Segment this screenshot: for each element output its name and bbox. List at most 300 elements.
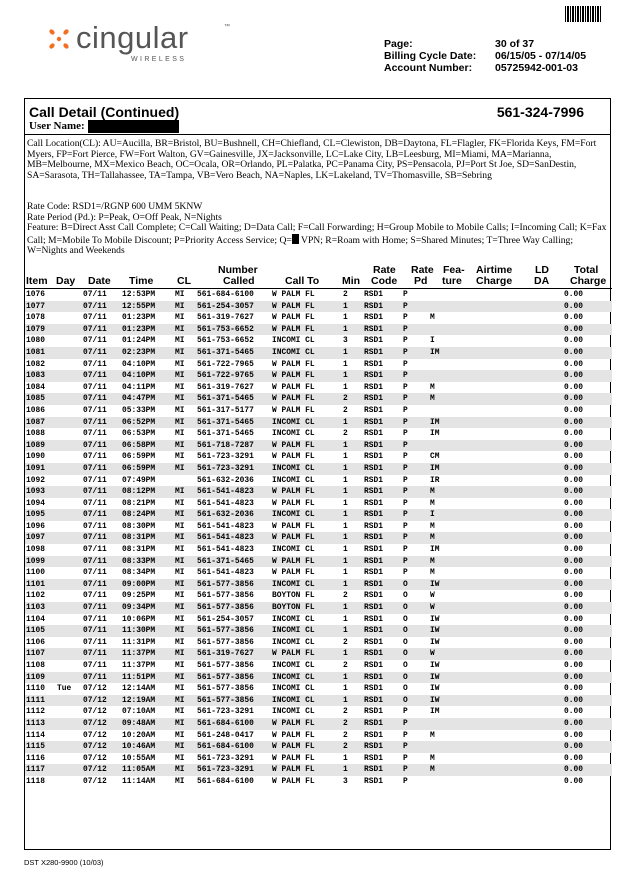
account-label: Account Number: — [384, 62, 473, 74]
cell-feature: IM — [430, 463, 440, 473]
cell-min: 1 — [343, 452, 348, 462]
cell-date: 07/12 — [83, 730, 107, 740]
cell-number: 561-541-4823 — [197, 533, 254, 543]
cell-min: 1 — [343, 371, 348, 381]
cell-item: 1087 — [26, 417, 45, 427]
cell-call-to: INCOMI CL — [272, 614, 315, 624]
table-row — [25, 579, 612, 591]
col-number-b: Called — [223, 275, 255, 287]
cell-time: 09:25PM — [122, 591, 156, 601]
cell-cl: MI — [175, 718, 185, 728]
cell-total: 0.00 — [564, 429, 583, 439]
cell-rate-pd: P — [403, 417, 408, 427]
cell-call-to: W PALM FL — [272, 533, 315, 543]
cell-number: 561-684-6100 — [197, 718, 254, 728]
cell-date: 07/12 — [83, 742, 107, 752]
cell-rate-code: RSD1 — [364, 603, 383, 613]
call-table-body — [25, 289, 612, 788]
table-row — [25, 614, 612, 626]
cell-time: 10:55AM — [122, 753, 156, 763]
cell-time: 11:14AM — [122, 776, 156, 786]
cell-min: 1 — [343, 579, 348, 589]
cell-rate-pd: P — [403, 463, 408, 473]
barcode — [565, 6, 601, 22]
cell-cl: MI — [175, 603, 185, 613]
cell-rate-code: RSD1 — [364, 533, 383, 543]
cell-min: 1 — [343, 301, 348, 311]
cell-total: 0.00 — [564, 359, 583, 369]
cell-rate-pd: O — [403, 603, 408, 613]
cell-time: 06:52PM — [122, 417, 156, 427]
cell-number: 561-371-5465 — [197, 347, 254, 357]
cell-rate-code: RSD1 — [364, 742, 383, 752]
table-row — [25, 521, 612, 533]
cell-number: 561-718-7287 — [197, 440, 254, 450]
cell-feature: IW — [430, 684, 440, 694]
cell-date: 07/11 — [83, 533, 107, 543]
cell-item: 1081 — [26, 347, 45, 357]
cell-number: 561-632-2036 — [197, 510, 254, 520]
cell-feature: IR — [430, 475, 440, 485]
cell-total: 0.00 — [564, 405, 583, 415]
cell-number: 561-577-3856 — [197, 661, 254, 670]
page-value: 30 of 37 — [495, 38, 535, 50]
cell-feature: W — [430, 649, 435, 659]
cell-time: 02:23PM — [122, 347, 156, 357]
cell-date: 07/12 — [83, 753, 107, 763]
brand-name: cingular — [76, 20, 189, 55]
cell-min: 2 — [343, 290, 348, 299]
cell-item: 1085 — [26, 394, 45, 404]
cell-number: 561-753-6652 — [197, 336, 254, 346]
table-row — [25, 428, 612, 440]
cell-min: 1 — [343, 695, 348, 705]
cell-total: 0.00 — [564, 545, 583, 555]
cell-cl: MI — [175, 313, 185, 323]
cell-cl: MI — [175, 371, 185, 381]
cell-rate-code: RSD1 — [364, 672, 383, 682]
cell-total: 0.00 — [564, 463, 583, 473]
cell-time: 05:33PM — [122, 405, 156, 415]
cell-item: 1107 — [26, 649, 45, 659]
cell-cl: MI — [175, 765, 185, 775]
cell-time: 04:10PM — [122, 359, 156, 369]
col-tot-a: Total — [574, 264, 599, 276]
cell-number: 561-371-5465 — [197, 417, 254, 427]
table-row — [25, 382, 612, 394]
cell-item: 1079 — [26, 324, 45, 334]
cell-total: 0.00 — [564, 661, 583, 670]
cell-rate-code: RSD1 — [364, 614, 383, 624]
cell-total: 0.00 — [564, 382, 583, 392]
cell-rate-pd: O — [403, 579, 408, 589]
cell-call-to: INCOMI CL — [272, 637, 315, 647]
col-day: Day — [56, 275, 76, 287]
cell-time: 04:11PM — [122, 382, 156, 392]
cell-item: 1090 — [26, 452, 45, 462]
cell-time: 07:49PM — [122, 475, 156, 485]
cell-min: 2 — [343, 742, 348, 752]
cell-date: 07/11 — [83, 568, 107, 578]
cell-time: 12:19AM — [122, 695, 156, 705]
cell-min: 2 — [343, 718, 348, 728]
col-rpd-b: Pd — [414, 275, 428, 287]
cell-item: 1100 — [26, 568, 45, 578]
cell-number: 561-632-2036 — [197, 475, 254, 485]
section-title: Call Detail (Continued) — [29, 104, 180, 120]
cell-call-to: W PALM FL — [272, 301, 315, 311]
cell-min: 1 — [343, 649, 348, 659]
cell-item: 1082 — [26, 359, 45, 369]
cell-cl: MI — [175, 394, 185, 404]
table-row — [25, 393, 612, 405]
cell-cl: MI — [175, 753, 185, 763]
cell-rate-code: RSD1 — [364, 626, 383, 636]
cell-date: 07/11 — [83, 301, 107, 311]
table-row — [25, 590, 612, 602]
table-row — [25, 648, 612, 660]
cell-date: 07/11 — [83, 603, 107, 613]
cell-cl: MI — [175, 405, 185, 415]
cell-total: 0.00 — [564, 591, 583, 601]
cell-rate-code: RSD1 — [364, 405, 383, 415]
cell-number: 561-722-9765 — [197, 371, 254, 381]
cell-cl: MI — [175, 417, 185, 427]
cell-item: 1094 — [26, 498, 45, 508]
cell-rate-pd: O — [403, 661, 408, 670]
cell-number: 561-541-4823 — [197, 568, 254, 578]
cell-number: 561-248-0417 — [197, 730, 254, 740]
cell-date: 07/12 — [83, 707, 107, 717]
user-name-label: User Name: — [29, 120, 85, 132]
cell-rate-pd: P — [403, 556, 408, 566]
account-info — [384, 38, 586, 74]
cell-cl: MI — [175, 382, 185, 392]
cell-feature: I — [430, 510, 435, 520]
cell-min: 1 — [343, 440, 348, 450]
cell-date: 07/11 — [83, 626, 107, 636]
cell-time: 06:59PM — [122, 463, 156, 473]
table-row — [25, 683, 612, 695]
cell-total: 0.00 — [564, 765, 583, 775]
cell-rate-pd: O — [403, 695, 408, 705]
table-row — [25, 509, 612, 521]
cell-min: 1 — [343, 475, 348, 485]
cell-rate-code: RSD1 — [364, 382, 383, 392]
cell-min: 2 — [343, 429, 348, 439]
cell-number: 561-319-7627 — [197, 382, 254, 392]
section-header — [25, 99, 610, 135]
cell-total: 0.00 — [564, 324, 583, 334]
cell-cl: MI — [175, 452, 185, 462]
table-row — [25, 301, 612, 313]
cell-date: 07/11 — [83, 290, 107, 299]
cell-time: 11:37PM — [122, 661, 156, 670]
cell-rate-code: RSD1 — [364, 556, 383, 566]
table-row — [25, 451, 612, 463]
col-feat-b: ture — [442, 275, 462, 287]
cell-rate-code: RSD1 — [364, 429, 383, 439]
cell-rate-pd: O — [403, 649, 408, 659]
cell-cl: MI — [175, 742, 185, 752]
cell-item: 1091 — [26, 463, 45, 473]
cell-total: 0.00 — [564, 313, 583, 323]
cell-total: 0.00 — [564, 533, 583, 543]
cell-feature: IW — [430, 614, 440, 624]
cell-date: 07/11 — [83, 510, 107, 520]
col-ld-b: DA — [534, 275, 550, 287]
cell-call-to: W PALM FL — [272, 313, 315, 323]
cell-call-to: BOYTON FL — [272, 591, 315, 601]
table-row — [25, 753, 612, 765]
cell-date: 07/11 — [83, 545, 107, 555]
cell-min: 1 — [343, 498, 348, 508]
cell-time: 06:59PM — [122, 452, 156, 462]
cell-time: 11:37PM — [122, 649, 156, 659]
cell-number: 561-723-3291 — [197, 463, 254, 473]
cell-call-to: INCOMI CL — [272, 417, 315, 427]
cell-number: 561-319-7627 — [197, 649, 254, 659]
cell-rate-pd: P — [403, 753, 408, 763]
cell-item: 1117 — [26, 765, 45, 775]
cell-min: 2 — [343, 405, 348, 415]
cell-rate-code: RSD1 — [364, 290, 383, 299]
cell-call-to: INCOMI CL — [272, 684, 315, 694]
cell-call-to: W PALM FL — [272, 290, 315, 299]
cell-rate-pd: P — [403, 359, 408, 369]
cell-item: 1077 — [26, 301, 45, 311]
col-cl: CL — [177, 275, 191, 287]
cell-rate-code: RSD1 — [364, 452, 383, 462]
cell-number: 561-577-3856 — [197, 637, 254, 647]
table-row — [25, 706, 612, 718]
cell-date: 07/11 — [83, 371, 107, 381]
col-air-b: Charge — [476, 275, 513, 287]
col-number-a: Number — [218, 264, 258, 276]
cell-rate-pd: P — [403, 776, 408, 786]
cell-time: 11:05AM — [122, 765, 156, 775]
cell-number: 561-577-3856 — [197, 695, 254, 705]
cell-call-to: W PALM FL — [272, 753, 315, 763]
cell-call-to: W PALM FL — [272, 765, 315, 775]
cell-min: 1 — [343, 463, 348, 473]
cell-rate-pd: P — [403, 405, 408, 415]
cell-min: 2 — [343, 591, 348, 601]
cell-date: 07/11 — [83, 579, 107, 589]
cell-rate-pd: P — [403, 475, 408, 485]
cell-min: 1 — [343, 626, 348, 636]
cell-time: 04:47PM — [122, 394, 156, 404]
cell-item: 1093 — [26, 487, 45, 497]
table-row — [25, 370, 612, 382]
table-row — [25, 764, 612, 776]
cell-rate-code: RSD1 — [364, 637, 383, 647]
cell-date: 07/11 — [83, 649, 107, 659]
cell-min: 1 — [343, 313, 348, 323]
cell-time: 04:10PM — [122, 371, 156, 381]
cell-call-to: BOYTON FL — [272, 603, 315, 613]
cell-rate-pd: P — [403, 440, 408, 450]
table-row — [25, 637, 612, 649]
cell-min: 1 — [343, 324, 348, 334]
cell-item: 1114 — [26, 730, 45, 740]
cell-item: 1078 — [26, 313, 45, 323]
table-header — [25, 264, 612, 289]
cell-number: 561-577-3856 — [197, 591, 254, 601]
cell-feature: IM — [430, 545, 440, 555]
cell-cl: MI — [175, 661, 185, 670]
cell-rate-code: RSD1 — [364, 394, 383, 404]
cell-rate-code: RSD1 — [364, 730, 383, 740]
cell-min: 1 — [343, 521, 348, 531]
cell-call-to: INCOMI CL — [272, 463, 315, 473]
cell-min: 2 — [343, 730, 348, 740]
cell-rate-pd: P — [403, 394, 408, 404]
cell-rate-code: RSD1 — [364, 765, 383, 775]
cell-total: 0.00 — [564, 718, 583, 728]
cell-total: 0.00 — [564, 695, 583, 705]
cell-time: 09:48AM — [122, 718, 156, 728]
cell-rate-code: RSD1 — [364, 336, 383, 346]
cell-number: 561-723-3291 — [197, 452, 254, 462]
cell-date: 07/11 — [83, 521, 107, 531]
cell-time: 11:31PM — [122, 637, 156, 647]
cell-feature: W — [430, 591, 435, 601]
cell-feature: M — [430, 753, 435, 763]
cell-feature: M — [430, 382, 435, 392]
cell-cl: MI — [175, 695, 185, 705]
redaction-bar — [88, 120, 179, 133]
cell-rate-code: RSD1 — [364, 579, 383, 589]
cell-feature: IM — [430, 429, 440, 439]
cell-feature: M — [430, 498, 435, 508]
cell-date: 07/12 — [83, 776, 107, 786]
table-row — [25, 776, 612, 788]
table-row — [25, 567, 612, 579]
cell-time: 08:34PM — [122, 568, 156, 578]
cell-time: 07:10AM — [122, 707, 156, 717]
cell-rate-code: RSD1 — [364, 440, 383, 450]
cell-cl: MI — [175, 487, 185, 497]
cell-item: 1113 — [26, 718, 45, 728]
cell-feature: CM — [430, 452, 440, 462]
cell-total: 0.00 — [564, 394, 583, 404]
cell-cl: MI — [175, 707, 185, 717]
cell-total: 0.00 — [564, 487, 583, 497]
cell-number: 561-541-4823 — [197, 498, 254, 508]
cell-time: 10:20AM — [122, 730, 156, 740]
cell-number: 561-317-5177 — [197, 405, 254, 415]
cell-call-to: W PALM FL — [272, 324, 315, 334]
cell-time: 06:58PM — [122, 440, 156, 450]
col-time: Time — [129, 275, 154, 287]
cell-call-to: W PALM FL — [272, 487, 315, 497]
cell-cl: MI — [175, 556, 185, 566]
cell-min: 1 — [343, 684, 348, 694]
cell-rate-pd: P — [403, 510, 408, 520]
cell-cl: MI — [175, 626, 185, 636]
cell-number: 561-254-3057 — [197, 614, 254, 624]
cell-date: 07/11 — [83, 672, 107, 682]
cell-total: 0.00 — [564, 452, 583, 462]
cell-min: 2 — [343, 707, 348, 717]
cell-time: 06:53PM — [122, 429, 156, 439]
cell-rate-pd: P — [403, 347, 408, 357]
cell-cl: MI — [175, 463, 185, 473]
cell-rate-code: RSD1 — [364, 718, 383, 728]
cell-date: 07/11 — [83, 463, 107, 473]
cell-feature: M — [430, 521, 435, 531]
cell-date: 07/11 — [83, 336, 107, 346]
call-detail-box — [24, 98, 611, 850]
cell-rate-pd: P — [403, 765, 408, 775]
cell-rate-pd: P — [403, 521, 408, 531]
cell-rate-code: RSD1 — [364, 498, 383, 508]
cell-total: 0.00 — [564, 684, 583, 694]
cell-item: 1096 — [26, 521, 45, 531]
cell-cl: MI — [175, 591, 185, 601]
cell-feature: M — [430, 568, 435, 578]
cell-date: 07/11 — [83, 661, 107, 670]
cell-number: 561-684-6100 — [197, 742, 254, 752]
table-row — [25, 498, 612, 510]
cell-date: 07/12 — [83, 718, 107, 728]
cell-min: 3 — [343, 776, 348, 786]
cell-total: 0.00 — [564, 568, 583, 578]
table-row — [25, 335, 612, 347]
col-feat-a: Fea- — [443, 264, 465, 276]
table-row — [25, 347, 612, 359]
col-rate-a: Rate — [373, 264, 396, 276]
cell-item: 1106 — [26, 637, 45, 647]
legend — [27, 139, 607, 257]
cell-rate-pd: P — [403, 336, 408, 346]
cell-number: 561-254-3057 — [197, 301, 254, 311]
cell-cl: MI — [175, 301, 185, 311]
cell-call-to: W PALM FL — [272, 776, 315, 786]
cell-time: 11:51PM — [122, 672, 156, 682]
cell-number: 561-577-3856 — [197, 684, 254, 694]
cell-call-to: W PALM FL — [272, 568, 315, 578]
cell-min: 3 — [343, 336, 348, 346]
cell-call-to: W PALM FL — [272, 394, 315, 404]
cell-total: 0.00 — [564, 475, 583, 485]
cell-call-to: INCOMI CL — [272, 626, 315, 636]
cell-cl: MI — [175, 347, 185, 357]
cell-feature: IW — [430, 672, 440, 682]
cell-call-to: INCOMI CL — [272, 579, 315, 589]
cell-time: 09:34PM — [122, 603, 156, 613]
cell-rate-code: RSD1 — [364, 684, 383, 694]
cell-number: 561-577-3856 — [197, 672, 254, 682]
cell-rate-pd: P — [403, 452, 408, 462]
cell-rate-code: RSD1 — [364, 591, 383, 601]
cell-total: 0.00 — [564, 417, 583, 427]
cell-rate-code: RSD1 — [364, 753, 383, 763]
cell-date: 07/11 — [83, 382, 107, 392]
cell-cl: MI — [175, 510, 185, 520]
cell-date: 07/11 — [83, 637, 107, 647]
cell-rate-pd: P — [403, 371, 408, 381]
cell-cl: MI — [175, 533, 185, 543]
cell-min: 2 — [343, 637, 348, 647]
brand-tm: ™ — [224, 24, 230, 30]
cell-time: 11:30PM — [122, 626, 156, 636]
cell-feature: IW — [430, 695, 440, 705]
cell-total: 0.00 — [564, 753, 583, 763]
cell-item: 1115 — [26, 742, 45, 752]
cell-feature: M — [430, 556, 435, 566]
